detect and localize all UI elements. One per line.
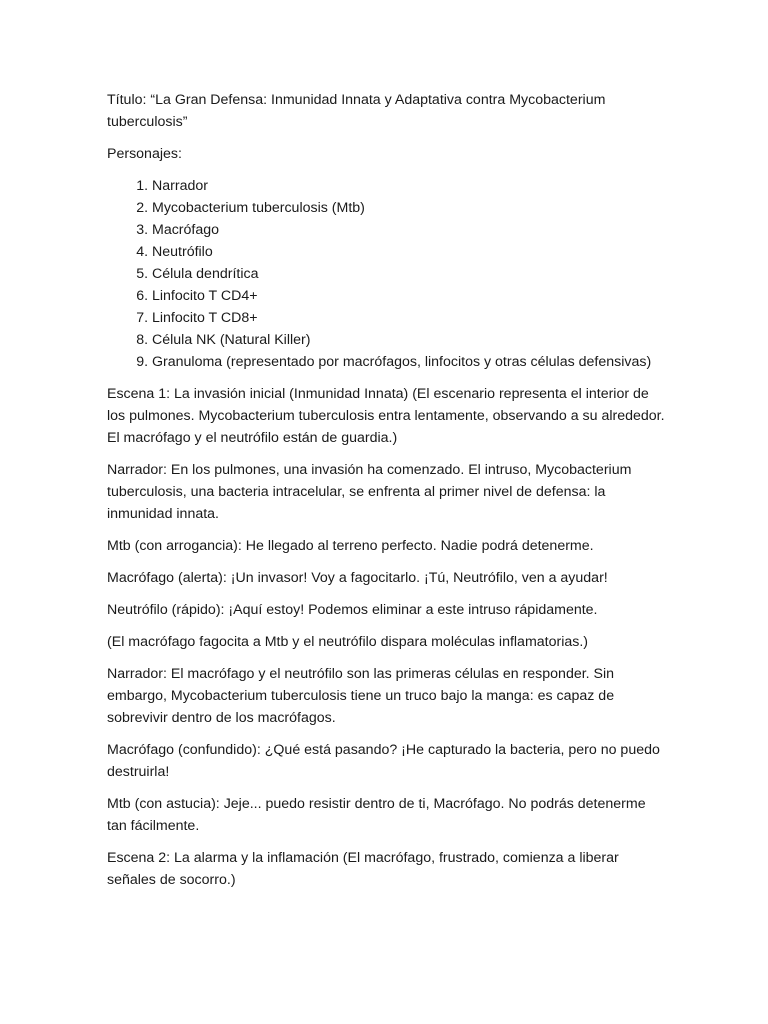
list-item: 9. Granuloma (representado por macrófagos, linfocitos y otras células defensivas) (152, 351, 667, 373)
list-item: 1. Narrador (152, 175, 667, 197)
characters-list (107, 175, 667, 373)
stage-direction: (El macrófago fagocita a Mtb y el neutrófilo dispara moléculas inflamatorias.) (107, 634, 589, 650)
dialogue-paragraph: Macrófago (confundido): ¿Qué está pasando? ¡He capturado la bacteria, pero no puedo destruirla! (107, 742, 660, 780)
scene-1-heading: Escena 1: La invasión inicial (Inmunidad Innata) (El escenario representa el interior de los pulmones. Mycobacterium tuberculosis entra lentamente, observando a su alrededor. El macrófago y el neutrófilo están de guardia.) (107, 386, 665, 446)
dialogue-paragraph: Mtb (con arrogancia): He llegado al terreno perfecto. Nadie podrá detenerme. (107, 538, 594, 554)
list-item: 8. Célula NK (Natural Killer) (152, 329, 667, 351)
dialogue-paragraph: Neutrófilo (rápido): ¡Aquí estoy! Podemos eliminar a este intruso rápidamente. (107, 602, 598, 618)
document-page (107, 89, 667, 901)
list-item: 3. Macrófago (152, 219, 667, 241)
dialogue-paragraph: Narrador: En los pulmones, una invasión ha comenzado. El intruso, Mycobacterium tuberculosis, una bacteria intracelular, se enfrenta al primer nivel de defensa: la inmunidad innata. (107, 462, 632, 522)
list-item: 7. Linfocito T CD8+ (152, 307, 667, 329)
document-title: Título: “La Gran Defensa: Inmunidad Innata y Adaptativa contra Mycobacterium tuberculosis” (107, 92, 606, 130)
dialogue-paragraph: Narrador: El macrófago y el neutrófilo son las primeras células en responder. Sin embargo, Mycobacterium tuberculosis tiene un truco bajo la manga: es capaz de sobrevivir dentro de los macrófagos. (107, 666, 615, 726)
list-item: 2. Mycobacterium tuberculosis (Mtb) (152, 197, 667, 219)
list-item: 6. Linfocito T CD4+ (152, 285, 667, 307)
scene-2-heading: Escena 2: La alarma y la inflamación (El macrófago, frustrado, comienza a liberar señales de socorro.) (107, 850, 619, 888)
list-item: 5. Célula dendrítica (152, 263, 667, 285)
dialogue-paragraph: Mtb (con astucia): Jeje... puedo resistir dentro de ti, Macrófago. No podrás detenerme tan fácilmente. (107, 796, 646, 834)
dialogue-paragraph: Macrófago (alerta): ¡Un invasor! Voy a fagocitarlo. ¡Tú, Neutrófilo, ven a ayudar! (107, 570, 608, 586)
list-item: 4. Neutrófilo (152, 241, 667, 263)
characters-heading: Personajes: (107, 146, 182, 162)
